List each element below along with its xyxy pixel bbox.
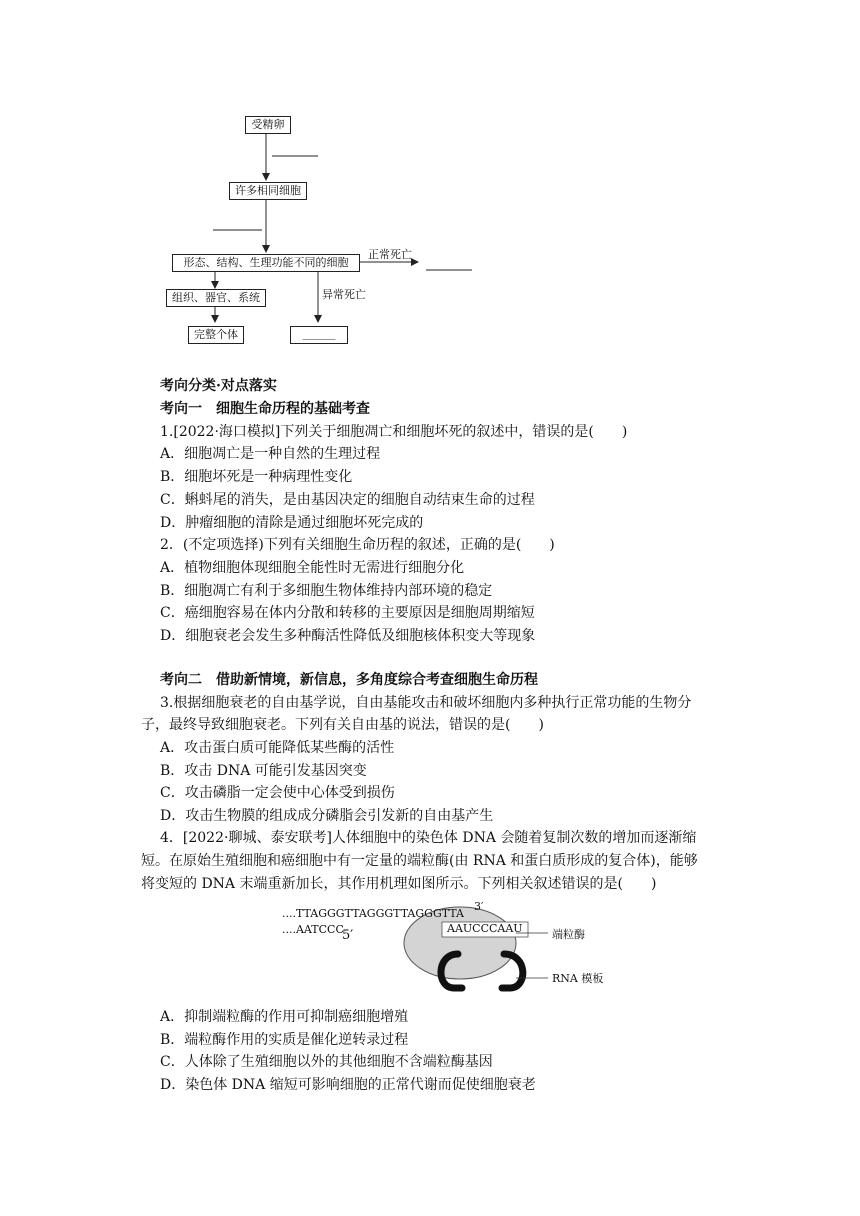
option-d: D．细胞衰老会发生多种酶活性降低及细胞核体积变大等现象	[160, 628, 536, 644]
option-c: C．人体除了生殖细胞以外的其他细胞不含端粒酶基因	[160, 1054, 493, 1070]
option-d: D．肿瘤细胞的清除是通过细胞坏死完成的	[160, 515, 424, 531]
flowchart-connectors	[0, 0, 860, 360]
dna-top-end-label: 3′	[474, 900, 484, 913]
question-stem: 2．(不定项选择)下列有关细胞生命历程的叙述，正确的是( )	[160, 537, 555, 553]
node-many-same-cells: 许多相同细胞	[229, 182, 307, 200]
dna-top-strand: ....TTAGGGTTAGGGTTAGGGTTA	[282, 907, 464, 920]
question-stem-line1: 3.根据细胞衰老的自由基学说，自由基能攻击和破坏细胞内多种执行正常功能的生物分	[160, 695, 692, 711]
dna-bottom-strand: ....AATCCC	[282, 923, 344, 936]
node-abnormal-death-blank: ______	[290, 326, 348, 344]
node-fertilized-egg: 受精卵	[245, 116, 291, 134]
subsection-2-title: 考向二 借助新情境，新信息，多角度综合考查细胞生命历程	[160, 672, 538, 688]
node-differentiated-cells: 形态、结构、生理功能不同的细胞	[172, 254, 360, 272]
option-b: B．细胞坏死是一种病理性变化	[160, 469, 353, 485]
dna-bottom-end-label: 5′	[342, 928, 354, 943]
option-c: C．癌细胞容易在体内分散和转移的主要原因是细胞周期缩短	[160, 605, 535, 621]
question-stem-line1: 4．[2022·聊城、泰安联考]人体细胞中的染色体 DNA 会随着复制次数的增加而逐渐缩	[160, 830, 697, 846]
option-a: A．抑制端粒酶的作用可抑制癌细胞增殖	[160, 1009, 409, 1025]
option-b: B．端粒酶作用的实质是催化逆转录过程	[160, 1032, 409, 1048]
subsection-1-title: 考向一 细胞生命历程的基础考查	[160, 401, 370, 417]
option-b: B．攻击 DNA 可能引发基因突变	[160, 763, 367, 779]
label-telomerase: 端粒酶	[552, 928, 585, 941]
option-a: A．细胞凋亡是一种自然的生理过程	[160, 446, 381, 462]
label-abnormal-death: 异常死亡	[322, 288, 366, 301]
question-stem: 1.[2022·海口模拟]下列关于细胞凋亡和细胞坏死的叙述中，错误的是( )	[160, 424, 628, 440]
option-c: C．蝌蚪尾的消失，是由基因决定的细胞自动结束生命的过程	[160, 492, 535, 508]
option-c: C．攻击磷脂一定会使中心体受到损伤	[160, 785, 395, 801]
section-heading: 考向分类·对点落实	[160, 378, 277, 394]
node-complete-individual: 完整个体	[188, 326, 244, 344]
label-rna-template: RNA 模板	[552, 972, 604, 985]
option-a: A．攻击蛋白质可能降低某些酶的活性	[160, 740, 395, 756]
label-normal-death: 正常死亡	[368, 248, 412, 261]
node-tissue-organ-system: 组织、器官、系统	[166, 289, 266, 307]
question-stem-line2: 短。在原始生殖细胞和癌细胞中有一定量的端粒酶(由 RNA 和蛋白质形成的复合体)，能够	[141, 853, 698, 869]
rna-template-sequence: AAUCCCAAU	[447, 922, 523, 935]
option-a: A．植物细胞体现细胞全能性时无需进行细胞分化	[160, 560, 465, 576]
option-d: D．攻击生物膜的组成成分磷脂会引发新的自由基产生	[160, 808, 494, 824]
option-d: D．染色体 DNA 缩短可影响细胞的正常代谢而促使细胞衰老	[160, 1077, 536, 1093]
question-stem-line2: 子，最终导致细胞衰老。下列有关自由基的说法，错误的是( )	[141, 717, 544, 733]
question-stem-line3: 将变短的 DNA 末端重新加长，其作用机理如图所示。下列相关叙述错误的是( )	[141, 876, 657, 892]
option-b: B．细胞凋亡有利于多细胞生物体维持内部环境的稳定	[160, 583, 493, 599]
